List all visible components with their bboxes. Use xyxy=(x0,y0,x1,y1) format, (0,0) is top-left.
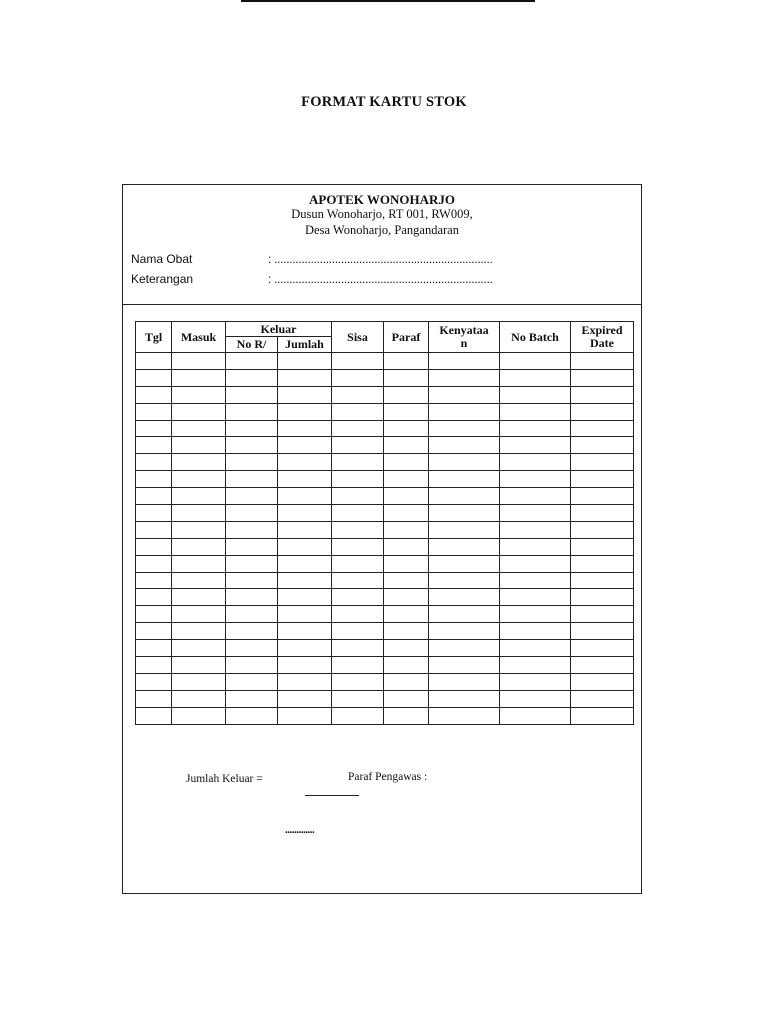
table-row xyxy=(136,471,634,488)
table-cell[interactable] xyxy=(172,623,226,640)
table-cell[interactable] xyxy=(571,690,634,707)
table-cell[interactable] xyxy=(571,589,634,606)
table-cell[interactable] xyxy=(500,454,571,471)
table-cell[interactable] xyxy=(226,589,278,606)
table-cell[interactable] xyxy=(384,538,429,555)
table-cell[interactable] xyxy=(571,640,634,657)
table-cell[interactable] xyxy=(136,572,172,589)
table-cell[interactable] xyxy=(136,454,172,471)
table-cell[interactable] xyxy=(384,386,429,403)
table-cell[interactable] xyxy=(500,572,571,589)
jumlah-keluar-line xyxy=(305,795,359,796)
table-cell[interactable] xyxy=(226,673,278,690)
table-cell[interactable] xyxy=(278,403,332,420)
table-cell[interactable] xyxy=(332,353,384,370)
table-cell[interactable] xyxy=(429,538,500,555)
table-row xyxy=(136,606,634,623)
table-row xyxy=(136,623,634,640)
table-cell[interactable] xyxy=(500,353,571,370)
table-cell[interactable] xyxy=(278,420,332,437)
table-cell[interactable] xyxy=(571,606,634,623)
table-cell[interactable] xyxy=(332,623,384,640)
table-row xyxy=(136,657,634,674)
table-cell[interactable] xyxy=(384,521,429,538)
table-cell[interactable] xyxy=(332,657,384,674)
shop-name: APOTEK WONOHARJO xyxy=(308,192,456,207)
table-cell[interactable] xyxy=(571,386,634,403)
table-cell[interactable] xyxy=(332,505,384,522)
table-row xyxy=(136,521,634,538)
table-cell[interactable] xyxy=(429,589,500,606)
table-row xyxy=(136,572,634,589)
table-cell[interactable] xyxy=(332,403,384,420)
table-cell[interactable] xyxy=(500,505,571,522)
table-cell[interactable] xyxy=(172,403,226,420)
table-cell[interactable] xyxy=(500,657,571,674)
table-cell[interactable] xyxy=(384,505,429,522)
table-cell[interactable] xyxy=(500,420,571,437)
table-cell[interactable] xyxy=(332,437,384,454)
table-cell[interactable] xyxy=(429,673,500,690)
table-cell[interactable] xyxy=(429,657,500,674)
table-cell[interactable] xyxy=(172,386,226,403)
table-cell[interactable] xyxy=(136,707,172,724)
table-cell[interactable] xyxy=(226,353,278,370)
table-cell[interactable] xyxy=(278,707,332,724)
table-cell[interactable] xyxy=(571,437,634,454)
top-rule xyxy=(241,0,535,2)
table-cell[interactable] xyxy=(500,606,571,623)
table-cell[interactable] xyxy=(278,437,332,454)
table-row xyxy=(136,437,634,454)
table-cell[interactable] xyxy=(278,555,332,572)
table-cell[interactable] xyxy=(332,606,384,623)
table-cell[interactable] xyxy=(332,369,384,386)
header-kenyataan-line1: Kenyataa xyxy=(439,323,489,337)
table-cell[interactable] xyxy=(136,386,172,403)
header-expired-date xyxy=(571,322,634,353)
table-cell[interactable] xyxy=(136,505,172,522)
signature-dots: ............. xyxy=(285,824,315,836)
table-cell[interactable] xyxy=(172,690,226,707)
table-cell[interactable] xyxy=(278,657,332,674)
table-cell[interactable] xyxy=(571,454,634,471)
table-cell[interactable] xyxy=(278,488,332,505)
table-cell[interactable] xyxy=(429,386,500,403)
table-cell[interactable] xyxy=(172,353,226,370)
table-cell[interactable] xyxy=(226,555,278,572)
table-cell[interactable] xyxy=(278,589,332,606)
table-row xyxy=(136,538,634,555)
table-cell[interactable] xyxy=(136,657,172,674)
table-cell[interactable] xyxy=(278,606,332,623)
table-cell[interactable] xyxy=(172,437,226,454)
table-cell[interactable] xyxy=(384,640,429,657)
table-cell[interactable] xyxy=(172,657,226,674)
table-cell[interactable] xyxy=(172,640,226,657)
table-cell[interactable] xyxy=(384,673,429,690)
table-cell[interactable] xyxy=(384,606,429,623)
table-cell[interactable] xyxy=(226,505,278,522)
stock-table-body xyxy=(136,353,634,725)
table-cell[interactable] xyxy=(384,572,429,589)
header-masuk: Masuk xyxy=(172,322,226,353)
table-cell[interactable] xyxy=(226,454,278,471)
table-cell[interactable] xyxy=(571,353,634,370)
table-cell[interactable] xyxy=(226,623,278,640)
table-cell[interactable] xyxy=(226,521,278,538)
table-cell[interactable] xyxy=(384,403,429,420)
table-cell[interactable] xyxy=(136,488,172,505)
table-cell[interactable] xyxy=(226,488,278,505)
table-cell[interactable] xyxy=(500,521,571,538)
paraf-pengawas-label: Paraf Pengawas : xyxy=(348,771,428,783)
table-cell[interactable] xyxy=(571,538,634,555)
address-line-2: Desa Wonoharjo, Pangandaran xyxy=(305,223,459,237)
table-cell[interactable] xyxy=(226,657,278,674)
table-cell[interactable] xyxy=(500,623,571,640)
table-cell[interactable] xyxy=(571,657,634,674)
table-row xyxy=(136,403,634,420)
table-cell[interactable] xyxy=(278,369,332,386)
table-cell[interactable] xyxy=(136,673,172,690)
table-cell[interactable] xyxy=(384,471,429,488)
header-expired-line2: Date xyxy=(590,336,614,350)
table-cell[interactable] xyxy=(429,606,500,623)
table-cell[interactable] xyxy=(332,572,384,589)
table-cell[interactable] xyxy=(332,690,384,707)
table-cell[interactable] xyxy=(136,589,172,606)
table-cell[interactable] xyxy=(136,640,172,657)
table-cell[interactable] xyxy=(332,555,384,572)
nama-obat-label: Nama Obat xyxy=(131,252,193,266)
header-sisa: Sisa xyxy=(332,322,384,353)
table-cell[interactable] xyxy=(500,386,571,403)
table-cell[interactable] xyxy=(136,606,172,623)
table-cell[interactable] xyxy=(384,707,429,724)
table-cell[interactable] xyxy=(172,420,226,437)
table-cell[interactable] xyxy=(500,707,571,724)
table-cell[interactable] xyxy=(384,437,429,454)
table-cell[interactable] xyxy=(332,640,384,657)
table-cell[interactable] xyxy=(226,707,278,724)
table-cell[interactable] xyxy=(384,690,429,707)
table-cell[interactable] xyxy=(136,555,172,572)
table-cell[interactable] xyxy=(136,471,172,488)
table-cell[interactable] xyxy=(500,369,571,386)
table-cell[interactable] xyxy=(136,521,172,538)
table-cell[interactable] xyxy=(429,353,500,370)
table-cell[interactable] xyxy=(172,555,226,572)
table-cell[interactable] xyxy=(226,606,278,623)
table-cell[interactable] xyxy=(384,589,429,606)
table-cell[interactable] xyxy=(278,386,332,403)
table-row xyxy=(136,640,634,657)
table-cell[interactable] xyxy=(136,353,172,370)
table-cell[interactable] xyxy=(226,640,278,657)
table-cell[interactable] xyxy=(571,673,634,690)
table-cell[interactable] xyxy=(332,471,384,488)
table-cell[interactable] xyxy=(429,488,500,505)
table-cell[interactable] xyxy=(571,403,634,420)
table-cell[interactable] xyxy=(226,420,278,437)
table-cell[interactable] xyxy=(136,420,172,437)
table-row xyxy=(136,454,634,471)
table-cell[interactable] xyxy=(384,353,429,370)
table-cell[interactable] xyxy=(429,437,500,454)
header-no-batch: No Batch xyxy=(500,322,571,353)
table-cell[interactable] xyxy=(429,690,500,707)
table-cell[interactable] xyxy=(332,538,384,555)
table-cell[interactable] xyxy=(384,623,429,640)
header-kenyataan-line2: n xyxy=(460,336,468,350)
jumlah-keluar-label: Jumlah Keluar = xyxy=(186,773,263,785)
table-cell[interactable] xyxy=(172,673,226,690)
table-cell[interactable] xyxy=(500,673,571,690)
table-cell[interactable] xyxy=(571,471,634,488)
table-cell[interactable] xyxy=(136,538,172,555)
table-cell[interactable] xyxy=(571,572,634,589)
table-cell[interactable] xyxy=(571,521,634,538)
table-cell[interactable] xyxy=(136,403,172,420)
table-cell[interactable] xyxy=(384,555,429,572)
table-row xyxy=(136,369,634,386)
header-jumlah: Jumlah xyxy=(278,337,332,353)
table-cell[interactable] xyxy=(429,640,500,657)
card-header xyxy=(123,185,641,305)
table-cell[interactable] xyxy=(226,471,278,488)
table-cell[interactable] xyxy=(384,488,429,505)
table-cell[interactable] xyxy=(226,538,278,555)
table-cell[interactable] xyxy=(172,521,226,538)
table-row xyxy=(136,420,634,437)
table-cell[interactable] xyxy=(332,454,384,471)
table-cell[interactable] xyxy=(429,454,500,471)
table-cell[interactable] xyxy=(384,420,429,437)
table-cell[interactable] xyxy=(429,420,500,437)
header-tgl: Tgl xyxy=(136,322,172,353)
table-cell[interactable] xyxy=(332,420,384,437)
table-cell[interactable] xyxy=(500,403,571,420)
header-expired-line1: Expired xyxy=(581,323,623,337)
nama-obat-field[interactable]: : ........................................................................ xyxy=(268,252,493,266)
table-cell[interactable] xyxy=(332,386,384,403)
table-cell[interactable] xyxy=(571,707,634,724)
table-cell[interactable] xyxy=(172,454,226,471)
table-row xyxy=(136,707,634,724)
table-cell[interactable] xyxy=(429,521,500,538)
table-cell[interactable] xyxy=(500,555,571,572)
table-cell[interactable] xyxy=(172,369,226,386)
header-keluar: Keluar xyxy=(226,322,332,337)
table-cell[interactable] xyxy=(278,623,332,640)
table-cell[interactable] xyxy=(500,690,571,707)
table-cell[interactable] xyxy=(278,521,332,538)
table-cell[interactable] xyxy=(136,369,172,386)
table-cell[interactable] xyxy=(172,538,226,555)
table-cell[interactable] xyxy=(332,521,384,538)
table-cell[interactable] xyxy=(500,437,571,454)
table-cell[interactable] xyxy=(571,420,634,437)
table-cell[interactable] xyxy=(500,488,571,505)
address-line-1: Dusun Wonoharjo, RT 001, RW009, xyxy=(291,207,473,221)
stock-table xyxy=(135,321,634,725)
table-cell[interactable] xyxy=(172,505,226,522)
table-cell[interactable] xyxy=(226,690,278,707)
table-cell[interactable] xyxy=(278,454,332,471)
table-cell[interactable] xyxy=(500,538,571,555)
table-cell[interactable] xyxy=(278,353,332,370)
table-cell[interactable] xyxy=(429,505,500,522)
table-cell[interactable] xyxy=(429,471,500,488)
table-cell[interactable] xyxy=(278,572,332,589)
table-row xyxy=(136,488,634,505)
table-cell[interactable] xyxy=(571,505,634,522)
table-cell[interactable] xyxy=(500,471,571,488)
table-cell[interactable] xyxy=(226,403,278,420)
table-cell[interactable] xyxy=(278,673,332,690)
table-row xyxy=(136,589,634,606)
table-cell[interactable] xyxy=(278,640,332,657)
table-row xyxy=(136,353,634,370)
table-cell[interactable] xyxy=(571,369,634,386)
table-row xyxy=(136,673,634,690)
table-row xyxy=(136,386,634,403)
table-cell[interactable] xyxy=(278,538,332,555)
table-cell[interactable] xyxy=(226,437,278,454)
table-cell[interactable] xyxy=(571,555,634,572)
table-cell[interactable] xyxy=(500,589,571,606)
table-cell[interactable] xyxy=(172,606,226,623)
table-cell[interactable] xyxy=(172,488,226,505)
table-cell[interactable] xyxy=(278,505,332,522)
table-cell[interactable] xyxy=(571,488,634,505)
table-cell[interactable] xyxy=(136,623,172,640)
keterangan-label: Keterangan xyxy=(131,272,194,286)
table-cell[interactable] xyxy=(136,690,172,707)
table-row xyxy=(136,505,634,522)
table-cell[interactable] xyxy=(226,369,278,386)
header-no-r: No R/ xyxy=(226,337,278,353)
table-cell[interactable] xyxy=(384,657,429,674)
table-cell[interactable] xyxy=(332,488,384,505)
table-cell[interactable] xyxy=(500,640,571,657)
table-cell[interactable] xyxy=(332,707,384,724)
table-cell[interactable] xyxy=(172,707,226,724)
table-cell[interactable] xyxy=(332,673,384,690)
table-row xyxy=(136,555,634,572)
table-cell[interactable] xyxy=(429,555,500,572)
table-cell[interactable] xyxy=(384,369,429,386)
table-cell[interactable] xyxy=(332,589,384,606)
header-kenyataan xyxy=(429,322,500,353)
table-cell[interactable] xyxy=(384,454,429,471)
table-row xyxy=(136,690,634,707)
table-cell[interactable] xyxy=(571,623,634,640)
table-cell[interactable] xyxy=(429,623,500,640)
table-cell[interactable] xyxy=(429,707,500,724)
table-cell[interactable] xyxy=(429,403,500,420)
page-title: FORMAT KARTU STOK xyxy=(301,94,467,110)
table-cell[interactable] xyxy=(278,690,332,707)
table-cell[interactable] xyxy=(429,572,500,589)
table-cell[interactable] xyxy=(172,471,226,488)
table-cell[interactable] xyxy=(226,572,278,589)
table-cell[interactable] xyxy=(172,572,226,589)
keterangan-field[interactable]: : ........................................................................ xyxy=(268,272,493,286)
header-paraf: Paraf xyxy=(384,322,429,353)
table-cell[interactable] xyxy=(136,437,172,454)
table-cell[interactable] xyxy=(226,386,278,403)
table-cell[interactable] xyxy=(429,369,500,386)
table-cell[interactable] xyxy=(278,471,332,488)
table-cell[interactable] xyxy=(172,589,226,606)
